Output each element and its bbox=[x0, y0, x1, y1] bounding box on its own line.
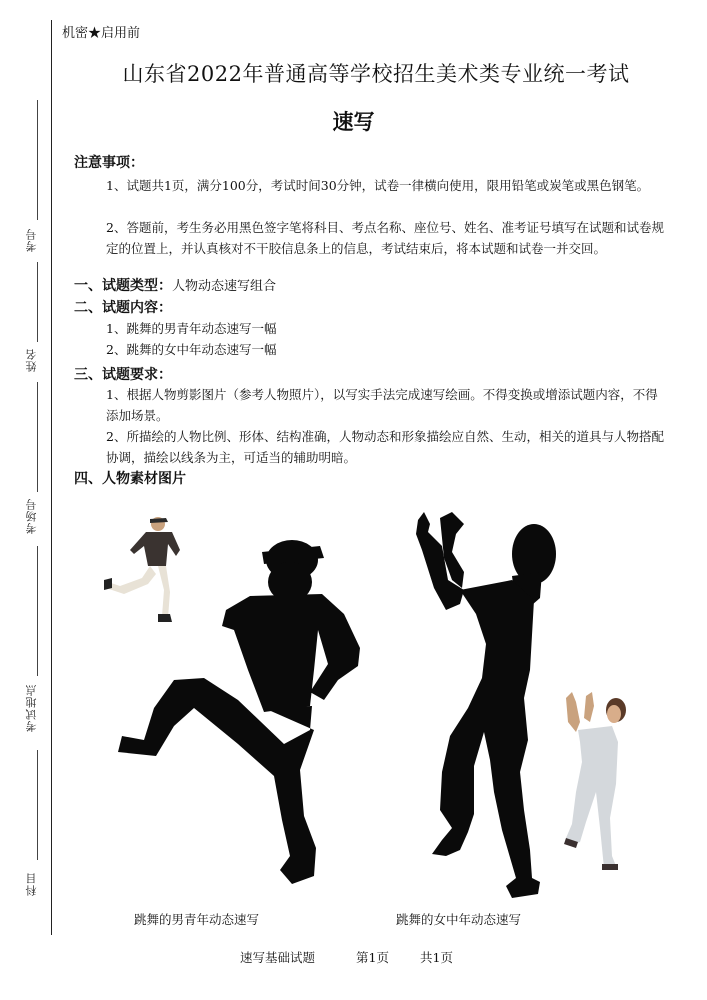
blank-line bbox=[37, 382, 38, 492]
blank-line bbox=[37, 546, 38, 676]
side-label-subject: 科目 bbox=[25, 872, 38, 896]
content-item-1: 1、跳舞的男青年动态速写一幅 bbox=[106, 321, 277, 336]
side-label-location: 考试地点 bbox=[25, 684, 38, 732]
footer-total-pages: 共1页 bbox=[420, 950, 453, 965]
section-type-heading: 一、试题类型： bbox=[74, 278, 172, 294]
female-reference-photo bbox=[556, 692, 636, 872]
section-requirements-heading: 三、试题要求： bbox=[74, 367, 172, 383]
section-material-heading: 四、人物素材图片 bbox=[74, 471, 186, 487]
side-label-name: 姓名 bbox=[25, 348, 38, 372]
section-content-heading: 二、试题内容： bbox=[74, 300, 172, 316]
blank-line bbox=[37, 750, 38, 860]
footer-exam-name: 速写基础试题 bbox=[240, 950, 316, 965]
requirement-item-1: 1、根据人物剪影图片（参考人物照片），以写实手法完成速写绘画。不得变换或增添试题内容，不得添加场景。 bbox=[106, 387, 658, 423]
caption-female: 跳舞的女中年动态速写 bbox=[396, 912, 522, 927]
blank-line bbox=[37, 262, 38, 342]
side-label-room-number: 考场号 bbox=[25, 498, 38, 534]
requirement-item-2: 2、所描绘的人物比例、形体、结构准确，人物动态和形象描绘应自然、生动，相关的道具与人物搭配协调，描绘以线条为主，可适当的辅助明暗。 bbox=[106, 429, 664, 465]
male-silhouette bbox=[114, 530, 369, 890]
notice-item-2: 2、答题前，考生务必用黑色签字笔将科目、考点名称、座位号、姓名、准考证号填写在试题和试卷规定的位置上，并认真核对不干胶信息条上的信息，考试结束后，将本试题和试卷一并交回。 bbox=[106, 220, 664, 256]
section-type bbox=[74, 275, 276, 295]
notice-heading: 注意事项： bbox=[74, 155, 144, 171]
content-item-2: 2、跳舞的女中年动态速写一幅 bbox=[106, 342, 277, 357]
side-label-exam-number: 考号 bbox=[25, 228, 38, 252]
female-silhouette bbox=[412, 510, 562, 902]
exam-title: 山东省2022年普通高等学校招生美术类专业统一考试 bbox=[122, 62, 630, 86]
caption-male: 跳舞的男青年动态速写 bbox=[134, 912, 260, 927]
footer-page-number: 第1页 bbox=[356, 950, 389, 965]
secret-mark: 机密★启用前 bbox=[62, 26, 141, 41]
subject-title: 速写 bbox=[332, 110, 375, 134]
section-type-value: 人物动态速写组合 bbox=[172, 279, 277, 294]
notice-item-1: 1、试题共1页，满分100分，考试时间30分钟，试卷一律横向使用，限用铅笔或炭笔或黑色钢笔。 bbox=[106, 178, 650, 193]
binding-line bbox=[51, 20, 52, 935]
